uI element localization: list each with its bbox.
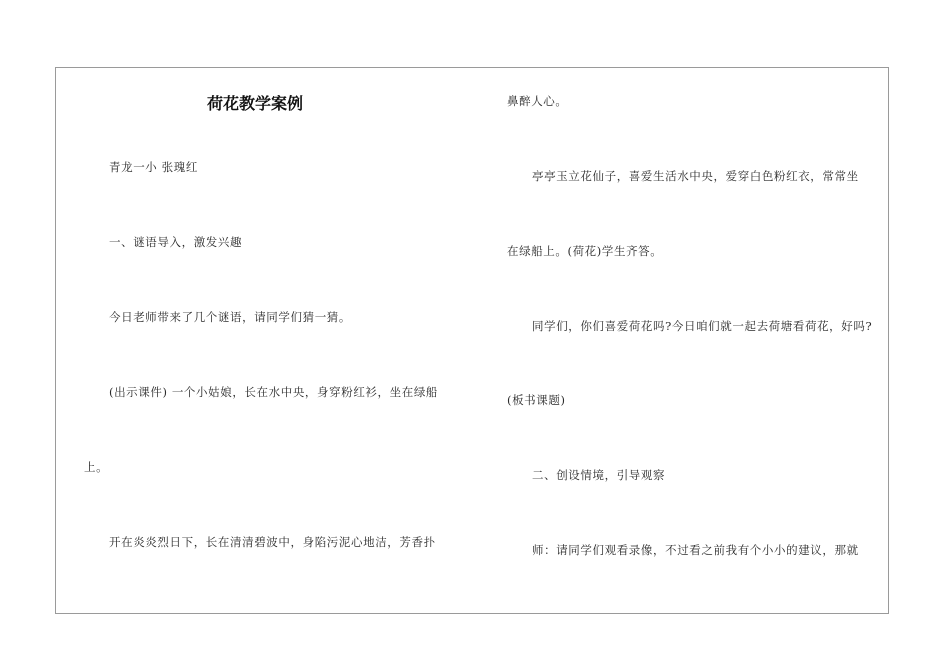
page-frame — [55, 67, 889, 614]
paragraph-line: 师：请同学们观看录像，不过看之前我有个小小的建议，那就 — [532, 543, 859, 557]
paragraph-line: (板书课题) — [507, 393, 566, 407]
document-title: 荷花教学案例 — [207, 94, 304, 113]
section-heading-2: 二、创设情境，引导观察 — [532, 468, 666, 482]
paragraph-line: 在绿船上。(荷花)学生齐答。 — [507, 244, 663, 258]
paragraph-line: 亭亭玉立花仙子，喜爱生活水中央，爱穿白色粉红衣，常常坐 — [532, 169, 859, 183]
paragraph-line: 同学们，你们喜爱荷花吗?今日咱们就一起去荷塘看荷花，好吗? — [532, 319, 873, 333]
paragraph-line: (出示课件) 一个小姑娘，长在水中央，身穿粉红衫，坐在绿船 — [109, 385, 439, 399]
paragraph-line: 今日老师带来了几个谜语，请同学们猜一猜。 — [109, 310, 351, 324]
paragraph-line: 开在炎炎烈日下，长在清清碧波中，身陷污泥心地洁，芳香扑 — [109, 535, 436, 549]
section-heading-1: 一、谜语导入，激发兴趣 — [109, 235, 243, 249]
paragraph-line: 鼻醉人心。 — [507, 94, 568, 108]
author-line: 青龙一小 张瑰红 — [109, 160, 198, 174]
paragraph-line: 上。 — [84, 460, 109, 474]
